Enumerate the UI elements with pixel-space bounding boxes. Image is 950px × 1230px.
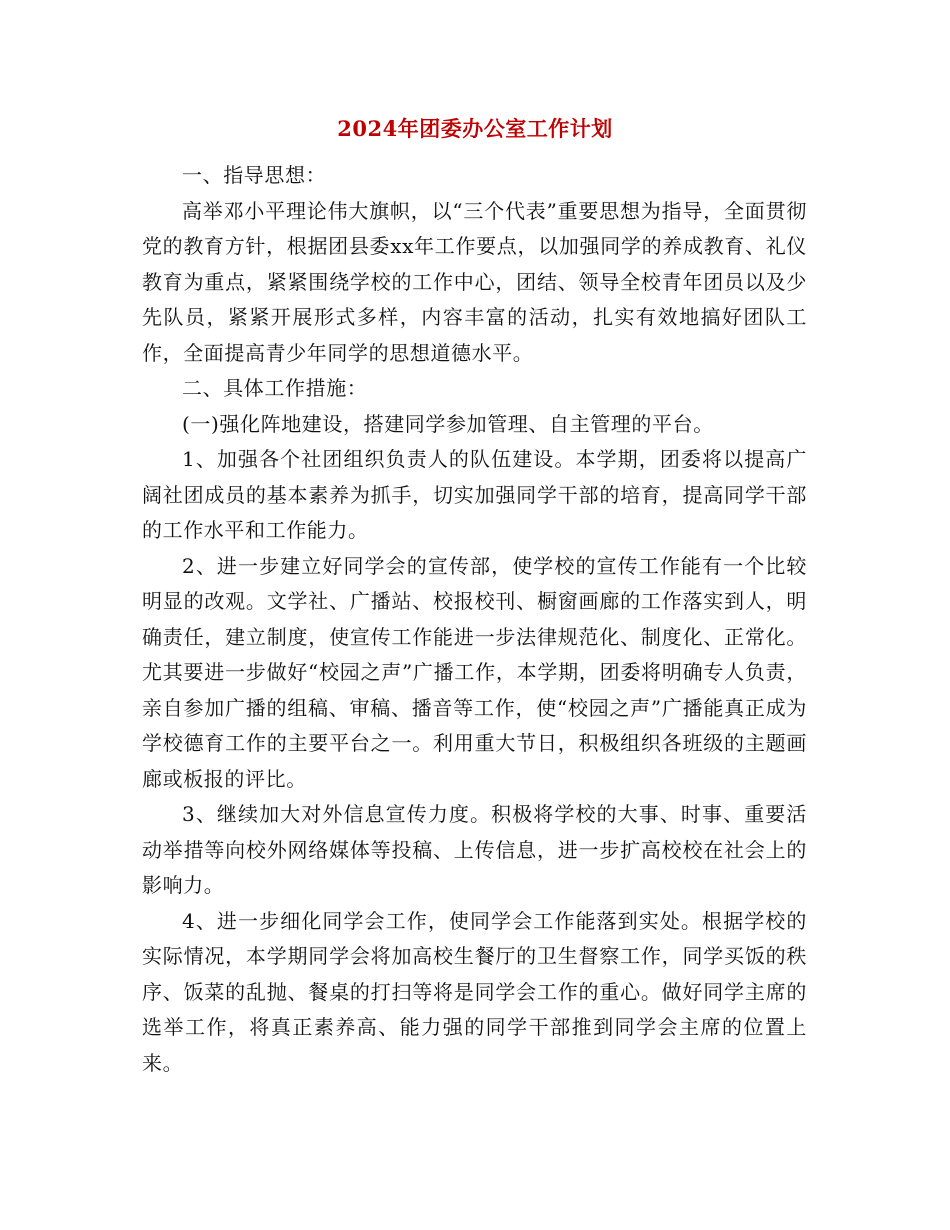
section-heading-guiding-ideology: 一、指导思想： (182, 163, 327, 187)
paragraph-item-4: 4、进一步细化同学会工作，使同学会工作能落到实处。根据学校的实际情况，本学期同学会将加高校生餐厅的卫生督察工作，同学买饭的秩序、饭菜的乱抛、餐桌的打扫等将是同学会工作的重心。做好同学主席的选举工作，将真正素养高、能力强的同学干部推到同学会主席的位置上来。 (142, 908, 807, 1075)
document-title: 2024年团委办公室工作计划 (337, 116, 613, 141)
paragraph-guiding-ideology: 高举邓小平理论伟大旗帜，以“三个代表”重要思想为指导，全面贯彻党的教育方针，根据团县委xx年工作要点，以加强同学的养成教育、礼仪教育为重点，紧紧围绕学校的工作中心，团结、领导全校青年团员以及少先队员，紧紧开展形式多样，内容丰富的活动，扎实有效地搞好团队工作，全面提高青少年同学的思想道德水平。 (142, 198, 807, 365)
paragraph-item-2: 2、进一步建立好同学会的宣传部，使学校的宣传工作能有一个比较明显的改观。文学社、广播站、校报校刊、橱窗画廊的工作落实到人，明确责任，建立制度，使宣传工作能进一步法律规范化、制度化、正常化。尤其要进一步做好“校园之声”广播工作，本学期，团委将明确专人负责，亲自参加广播的组稿、审稿、播音等工作，使“校园之声”广播能真正成为学校德育工作的主要平台之一。利用重大节日，积极组织各班级的主题画廊或板报的评比。 (142, 553, 807, 791)
document-body (142, 158, 807, 1081)
paragraph-item-3: 3、继续加大对外信息宣传力度。积极将学校的大事、时事、重要活动举措等向校外网络媒体等投稿、上传信息，进一步扩高校校在社会上的影响力。 (142, 802, 807, 897)
section-heading-work-measures: 二、具体工作措施： (182, 376, 368, 400)
subsection-heading-position-building: (一)强化阵地建设，搭建同学参加管理、自主管理的平台。 (182, 411, 714, 436)
paragraph-item-1: 1、加强各个社团组织负责人的队伍建设。本学期，团委将以提高广阔社团成员的基本素养为抓手，切实加强同学干部的培育，提高同学干部的工作水平和工作能力。 (142, 447, 807, 542)
